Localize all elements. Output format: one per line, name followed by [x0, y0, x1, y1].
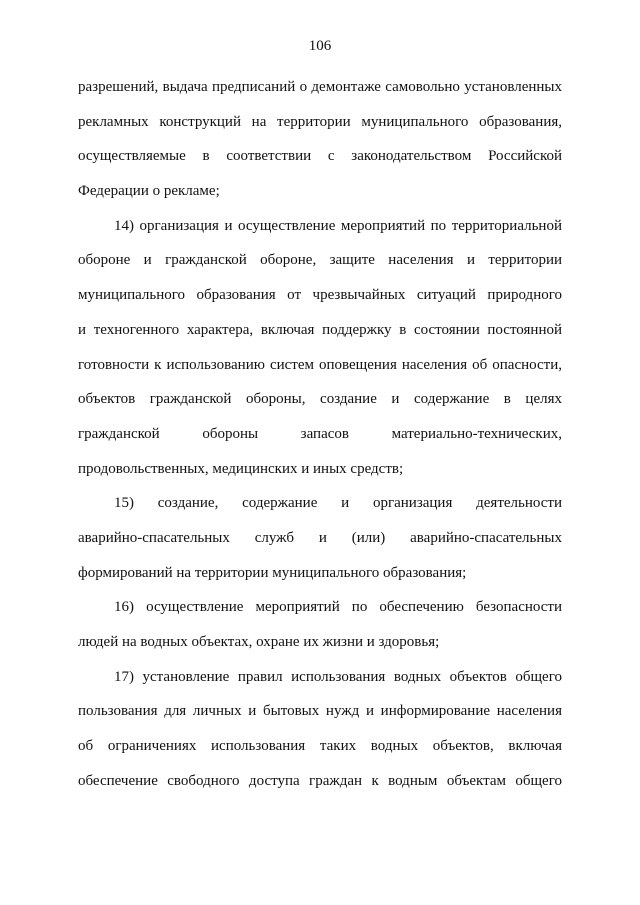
text-line: и техногенного характера, включая поддержку в состоянии постоянной	[78, 321, 562, 338]
text-line: обороне и гражданской обороне, защите населения и территории	[78, 252, 562, 269]
text-line: пользования для личных и бытовых нужд и информирование населения	[78, 703, 562, 720]
text-line: 15) создание, содержание и организация деятельности	[114, 495, 562, 512]
text-line: продовольственных, медицинских и иных средств;	[78, 460, 404, 477]
text-line: 14) организация и осуществление мероприятий по территориальной	[114, 217, 562, 234]
text-line: муниципального образования от чрезвычайных ситуаций природного	[78, 287, 562, 304]
text-line: обеспечение свободного доступа граждан к водным объектам общего	[78, 772, 562, 789]
text-line: аварийно-спасательных служб и (или) аварийно-спасательных	[78, 529, 562, 546]
text-line: людей на водных объектах, охране их жизни и здоровья;	[78, 634, 440, 650]
paragraph-item-14	[78, 209, 562, 487]
paragraph-continued	[78, 70, 562, 209]
text-line: 16) осуществление мероприятий по обеспечению безопасности	[114, 599, 562, 616]
text-line: об ограничениях использования таких водных объектов, включая	[78, 738, 562, 755]
text-line: разрешений, выдача предписаний о демонтаже самовольно установленных	[78, 79, 562, 95]
paragraph-item-15	[78, 486, 562, 590]
text-line: готовности к использованию систем оповещения населения об опасности,	[78, 356, 562, 373]
text-line: формирований на территории муниципального образования;	[78, 564, 467, 581]
text-line: Федерации о рекламе;	[78, 183, 220, 200]
body-text	[78, 70, 562, 798]
paragraph-item-16	[78, 590, 562, 659]
text-line: гражданской обороны запасов материально-технических,	[78, 425, 562, 442]
page-number: 106	[308, 38, 332, 54]
text-line: 17) установление правил использования водных объектов общего	[114, 668, 562, 685]
text-line: осуществляемые в соответствии с законодательством Российской	[78, 148, 562, 165]
text-line: рекламных конструкций на территории муниципального образования,	[78, 113, 562, 130]
paragraph-item-17	[78, 660, 562, 799]
text-line: объектов гражданской обороны, создание и содержание в целях	[78, 391, 562, 408]
